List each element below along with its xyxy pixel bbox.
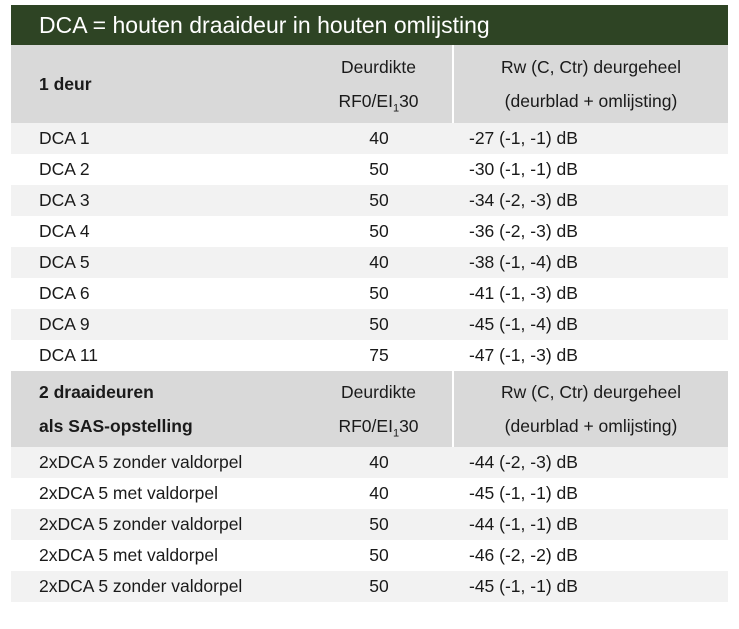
thickness-header-pre: RF0/EI bbox=[338, 416, 393, 436]
table-row bbox=[11, 185, 728, 216]
door-spec-table-container bbox=[11, 5, 728, 602]
table-row bbox=[11, 478, 728, 509]
door-thickness-cell: 40 bbox=[305, 447, 453, 478]
door-name-cell: DCA 11 bbox=[39, 345, 99, 365]
door-name-cell: DCA 9 bbox=[11, 309, 305, 340]
table-row bbox=[11, 447, 728, 478]
door-name-cell: 2xDCA 5 met valdorpel bbox=[39, 545, 218, 565]
section1-header bbox=[11, 45, 728, 123]
table-row bbox=[11, 123, 728, 154]
thickness-header-line1: Deurdikte bbox=[341, 57, 416, 77]
rw-header-line2: (deurblad + omlijsting) bbox=[504, 91, 678, 111]
table-row bbox=[11, 571, 728, 602]
table-row bbox=[11, 540, 728, 571]
thickness-header-line2 bbox=[305, 84, 452, 118]
section1-thickness-header bbox=[305, 45, 453, 123]
thickness-header-sub: 1 bbox=[392, 427, 400, 440]
table-row bbox=[11, 154, 728, 185]
door-rw-cell: -44 (-2, -3) dB bbox=[453, 447, 728, 478]
door-thickness-cell: 50 bbox=[369, 283, 389, 303]
door-thickness-cell: 50 bbox=[305, 185, 453, 216]
table-title: DCA = houten draaideur in houten omlijsting bbox=[11, 5, 728, 45]
door-rw-cell: -27 (-1, -1) dB bbox=[453, 123, 728, 154]
door-thickness-cell: 40 bbox=[305, 123, 453, 154]
thickness-header-post: 30 bbox=[399, 91, 419, 111]
section2-header bbox=[11, 371, 728, 447]
door-name-cell: DCA 4 bbox=[39, 221, 90, 241]
door-rw-cell: -36 (-2, -3) dB bbox=[469, 221, 578, 241]
door-name-cell: 2xDCA 5 met valdorpel bbox=[39, 483, 218, 503]
door-thickness-cell: 50 bbox=[369, 221, 389, 241]
table-row bbox=[11, 278, 728, 309]
table-row bbox=[11, 340, 728, 371]
door-rw-cell: -45 (-1, -1) dB bbox=[453, 571, 728, 602]
table-row bbox=[11, 247, 728, 278]
door-name-cell: DCA 6 bbox=[39, 283, 90, 303]
section2-label bbox=[11, 371, 305, 447]
thickness-header-line2 bbox=[305, 409, 452, 443]
section1-rw-header bbox=[453, 45, 728, 123]
table-row bbox=[11, 309, 728, 340]
table-body bbox=[11, 45, 728, 602]
door-rw-cell: -46 (-2, -2) dB bbox=[469, 545, 578, 565]
door-rw-cell: -30 (-1, -1) dB bbox=[469, 159, 578, 179]
door-name-cell: DCA 1 bbox=[11, 123, 305, 154]
door-name-cell: 2xDCA 5 zonder valdorpel bbox=[11, 447, 305, 478]
door-rw-cell: -45 (-1, -1) dB bbox=[469, 483, 578, 503]
thickness-header-pre: RF0/EI bbox=[338, 91, 393, 111]
thickness-header-post: 30 bbox=[399, 416, 419, 436]
door-name-cell: DCA 5 bbox=[11, 247, 305, 278]
section1-label: 1 deur bbox=[11, 45, 305, 123]
door-rw-cell: -41 (-1, -3) dB bbox=[469, 283, 578, 303]
door-thickness-cell: 50 bbox=[369, 159, 389, 179]
door-thickness-cell: 50 bbox=[369, 545, 389, 565]
thickness-header-line1: Deurdikte bbox=[341, 382, 416, 402]
door-rw-cell: -45 (-1, -4) dB bbox=[453, 309, 728, 340]
section2-label-line1: 2 draaideuren bbox=[39, 382, 154, 402]
thickness-header-sub: 1 bbox=[392, 102, 400, 115]
door-thickness-cell: 40 bbox=[369, 483, 389, 503]
door-name-cell: DCA 3 bbox=[11, 185, 305, 216]
section2-rw-header bbox=[453, 371, 728, 447]
rw-header-line1: Rw (C, Ctr) deurgeheel bbox=[501, 57, 681, 77]
section2-thickness-header bbox=[305, 371, 453, 447]
door-rw-cell: -47 (-1, -3) dB bbox=[469, 345, 578, 365]
door-thickness-cell: 40 bbox=[305, 247, 453, 278]
door-name-cell: DCA 2 bbox=[39, 159, 90, 179]
door-thickness-cell: 75 bbox=[369, 345, 389, 365]
section2-label-line2: als SAS-opstelling bbox=[39, 416, 193, 436]
rw-header-line2: (deurblad + omlijsting) bbox=[504, 416, 678, 436]
door-rw-cell: -34 (-2, -3) dB bbox=[453, 185, 728, 216]
door-rw-cell: -38 (-1, -4) dB bbox=[453, 247, 728, 278]
door-thickness-cell: 50 bbox=[305, 571, 453, 602]
table-row bbox=[11, 216, 728, 247]
door-rw-cell: -44 (-1, -1) dB bbox=[453, 509, 728, 540]
door-name-cell: 2xDCA 5 zonder valdorpel bbox=[11, 571, 305, 602]
table-row bbox=[11, 509, 728, 540]
door-name-cell: 2xDCA 5 zonder valdorpel bbox=[11, 509, 305, 540]
door-thickness-cell: 50 bbox=[305, 309, 453, 340]
rw-header-line1: Rw (C, Ctr) deurgeheel bbox=[501, 382, 681, 402]
door-thickness-cell: 50 bbox=[305, 509, 453, 540]
door-spec-table bbox=[11, 45, 728, 602]
